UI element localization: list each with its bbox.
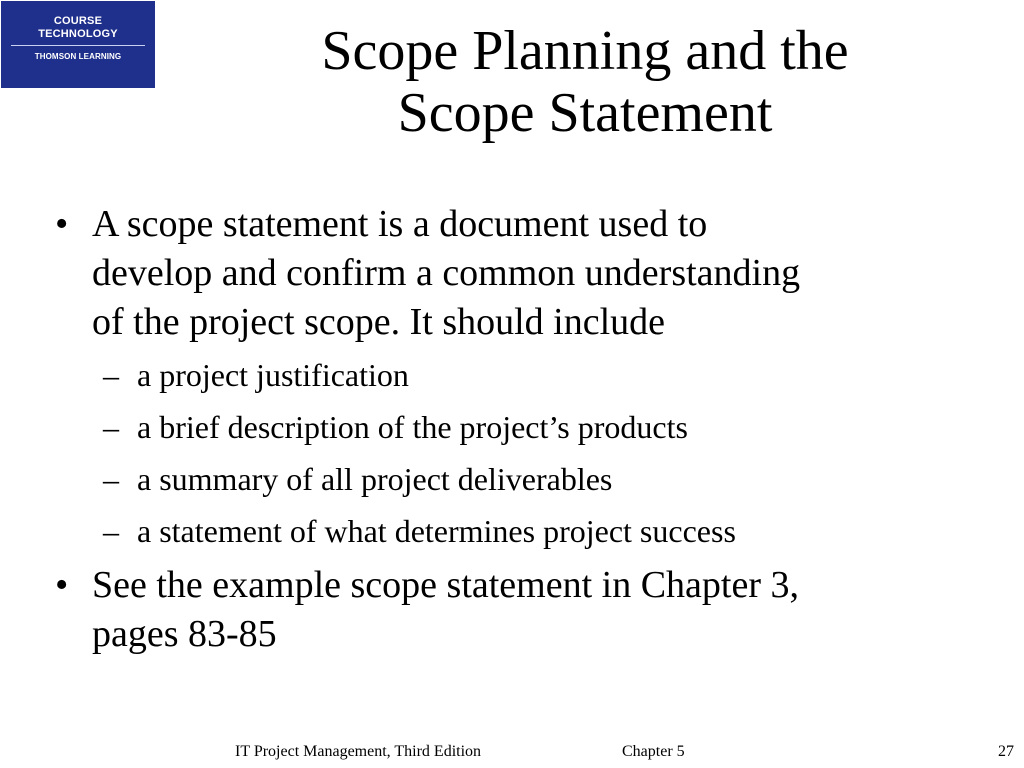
sub-bullet-item (55, 349, 975, 401)
dash-icon: – (103, 513, 119, 549)
dash-icon: – (103, 409, 119, 445)
logo-text-line2: TECHNOLOGY (38, 28, 118, 40)
logo-text-line3: THOMSON LEARNING (34, 52, 122, 61)
bullet-text-line: See the example scope statement in Chapter 3, (92, 564, 799, 606)
bullet-icon: • (55, 203, 69, 245)
slide-body (55, 200, 975, 659)
sub-bullet-text: a brief description of the project’s products (137, 409, 688, 445)
sub-bullet-item (55, 505, 975, 557)
footer-page-number: 27 (998, 743, 1014, 760)
bullet-text-line: develop and confirm a common understanding (92, 252, 801, 294)
bullet-item-example-reference (55, 561, 975, 659)
dash-icon: – (103, 461, 119, 497)
slide-title (200, 20, 970, 144)
sub-bullet-text: a project justification (137, 357, 409, 393)
bullet-text-line: of the project scope. It should include (92, 301, 666, 343)
bullet-item-scope-statement (55, 200, 975, 347)
bullet-text-line: A scope statement is a document used to (92, 203, 708, 245)
slide-title-line1: Scope Planning and the (321, 20, 849, 82)
sub-bullet-item (55, 401, 975, 453)
bullet-icon: • (55, 564, 69, 606)
logo-text-line1: COURSE (53, 15, 103, 27)
sub-bullet-text: a statement of what determines project success (137, 513, 736, 549)
sub-bullet-item (55, 453, 975, 505)
slide-title-line2: Scope Statement (397, 82, 773, 144)
footer-chapter: Chapter 5 (622, 743, 685, 760)
publisher-logo (1, 1, 155, 88)
bullet-text-line: pages 83-85 (92, 613, 277, 655)
footer-book-title: IT Project Management, Third Edition (235, 743, 482, 760)
sub-bullet-list (55, 349, 975, 557)
sub-bullet-text: a summary of all project deliverables (137, 461, 613, 497)
logo-divider (11, 45, 145, 46)
dash-icon: – (103, 357, 119, 393)
